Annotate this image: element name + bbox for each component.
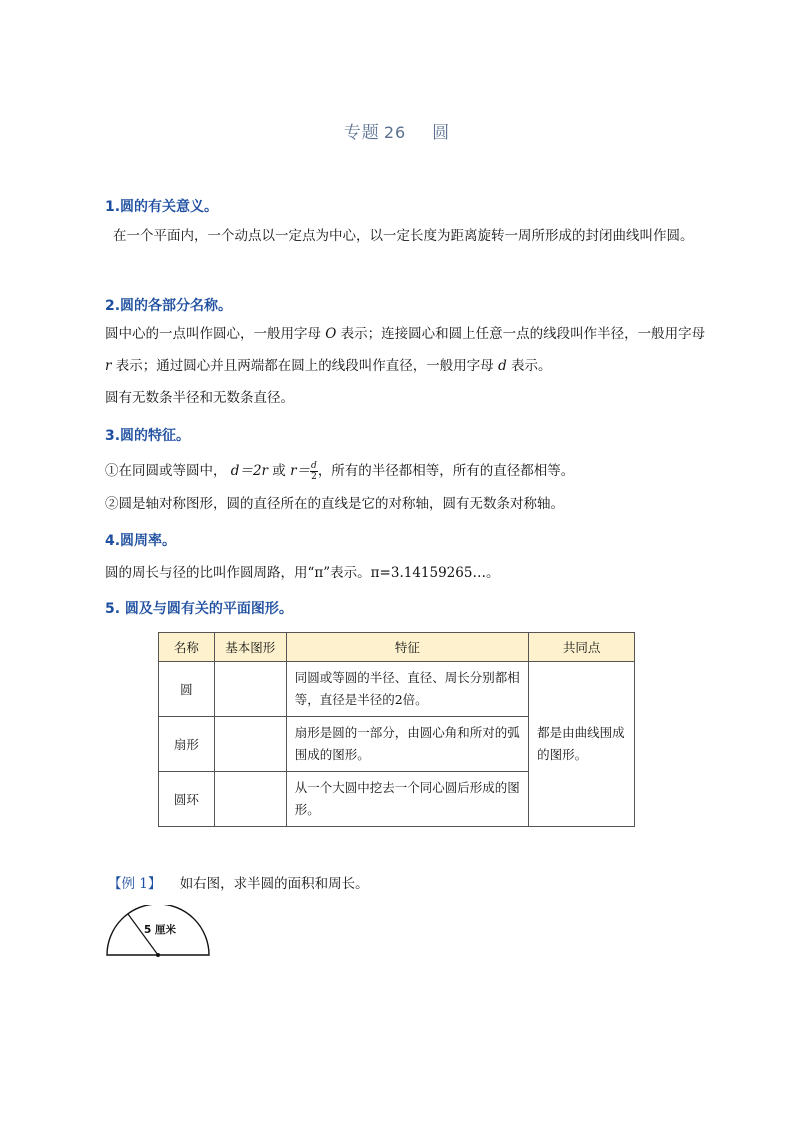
table-header-common: 共同点 xyxy=(529,633,635,662)
page-title xyxy=(0,118,794,143)
table-header-feature: 特征 xyxy=(286,633,528,662)
parts-text-4: 表示。 xyxy=(511,358,552,374)
section-heading-meaning: 1.圆的有关意义。 xyxy=(105,199,219,215)
section-body-pi: 圆的周长与径的比叫作圆周路，用“π”表示。π=3.14159265…。 xyxy=(105,565,500,581)
var-o: O xyxy=(325,326,337,342)
radius-label: 5 厘米 xyxy=(144,924,176,936)
parts-text-1: 圆中心的一点叫作圆心，一般用字母 xyxy=(105,326,321,342)
fraction-d-over-2 xyxy=(310,461,318,482)
table-cell-basic-shape xyxy=(214,717,286,772)
feature-item-2: ②圆是轴对称图形，圆的直径所在的直线是它的对称轴，圆有无数条对称轴。 xyxy=(105,496,564,512)
feature-item-1-post: ，所有的半径都相等，所有的直径都相等。 xyxy=(317,463,575,479)
table-header-row xyxy=(159,633,635,662)
parts-text-3: 表示；通过圆心并且两端都在圆上的线段叫作直径，一般用字母 xyxy=(115,358,494,374)
section-body-meaning: 在一个平面内，一个动点以一定点为中心，以一定长度为距离旋转一周所形成的封闭曲线叫作圆。 xyxy=(113,228,694,244)
center-point xyxy=(156,953,160,957)
table-cell-name: 扇形 xyxy=(159,717,215,772)
example-1 xyxy=(108,872,369,892)
title-number: 26 xyxy=(383,123,407,142)
formula-r-lhs: r＝ xyxy=(290,463,311,479)
table-cell-feature: 同圆或等圆的半径、直径、周长分别都相等，直径是半径的2倍。 xyxy=(286,662,528,717)
table-cell-name: 圆环 xyxy=(159,772,215,827)
fraction-numerator: d xyxy=(311,461,317,471)
table-header-name: 名称 xyxy=(159,633,215,662)
section-heading-features: 3.圆的特征。 xyxy=(105,428,191,444)
var-d: d xyxy=(498,358,507,374)
shapes-table xyxy=(158,632,635,827)
title-prefix: 专题 xyxy=(343,123,380,143)
table-cell-feature: 扇形是圆的一部分，由圆心角和所对的弧围成的图形。 xyxy=(286,717,528,772)
var-r: r xyxy=(105,358,112,374)
table-cell-basic-shape xyxy=(214,662,286,717)
formula-or: 或 xyxy=(272,463,286,479)
example-tag: 【例 1】 xyxy=(108,876,162,892)
table-row xyxy=(159,662,635,717)
section-heading-pi: 4.圆周率。 xyxy=(105,533,177,549)
semicircle-drawing xyxy=(100,905,220,961)
table-cell-common: 都是由曲线围成的图形。 xyxy=(529,662,635,827)
table-header-basic-shape: 基本图形 xyxy=(214,633,286,662)
formula-d-2r: d＝2r xyxy=(230,463,268,479)
example-text: 如右图，求半圆的面积和周长。 xyxy=(179,876,369,892)
semicircle-figure xyxy=(100,905,220,965)
table-cell-feature: 从一个大圆中挖去一个同心圆后形成的图形。 xyxy=(286,772,528,827)
section-heading-parts: 2.圆的各部分名称。 xyxy=(105,298,233,314)
section-body-parts xyxy=(105,318,715,414)
section-heading-shapes: 5. 圆及与圆有关的平面图形。 xyxy=(105,601,293,617)
table-cell-basic-shape xyxy=(214,772,286,827)
title-topic: 圆 xyxy=(432,123,451,143)
feature-item-1 xyxy=(105,455,715,487)
parts-text-2: 表示；连接圆心和圆上任意一点的线段叫作半径，一般用字母 xyxy=(340,326,706,342)
table-cell-name: 圆 xyxy=(159,662,215,717)
fraction-denominator: 2 xyxy=(311,472,317,482)
parts-text-5: 圆有无数条半径和无数条直径。 xyxy=(105,390,294,406)
feature-item-1-pre: ①在同圆或等圆中， xyxy=(105,463,227,479)
